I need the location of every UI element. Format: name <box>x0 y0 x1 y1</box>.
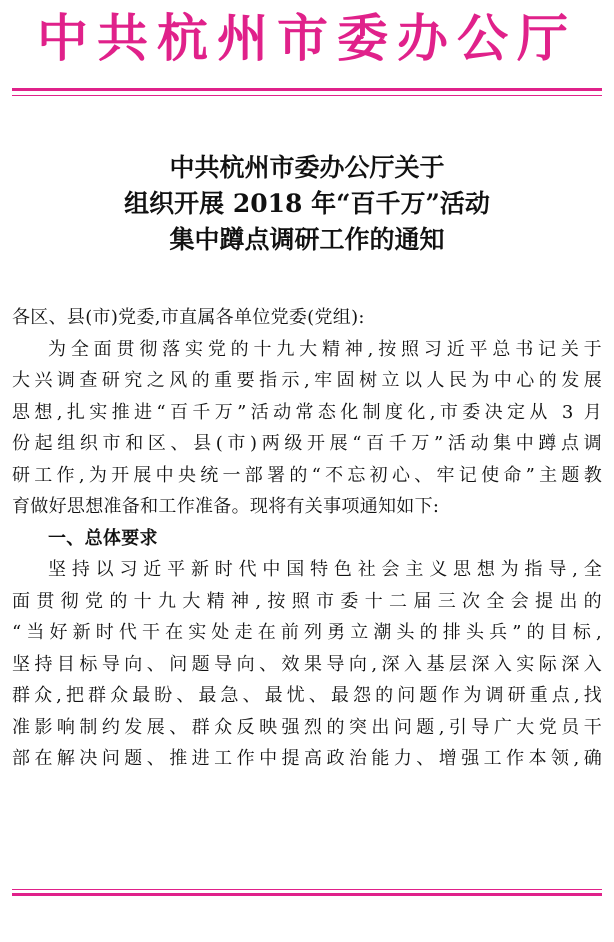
paragraph-2-line: 部在解决问题、推进工作中提高政治能力、增强工作本领,确 <box>12 748 602 769</box>
paragraph-1-line: 育做好思想准备和工作准备。现将有关事项通知如下: <box>12 496 440 517</box>
document-title <box>0 150 614 258</box>
title-line-2: 组织开展 2018 年“百千万”活动 <box>124 189 490 218</box>
paragraph-2-line: 准影响制约发展、群众反映强烈的突出问题,引导广大党员干 <box>12 716 602 738</box>
paragraph-1-line: 研工作,为开展中央统一部署的“不忘初心、牢记使命”主题教 <box>12 464 602 486</box>
footer-rule-thin <box>12 889 602 890</box>
header-rule-thin <box>12 95 602 96</box>
paragraph-1-line: 份起组织市和区、县(市)两级开展“百千万”活动集中蹲点调 <box>12 433 602 454</box>
masthead-title: 中共杭州市委办公厅 <box>36 10 577 69</box>
header-rule-thick <box>12 88 602 91</box>
paragraph-2-line: 面贯彻党的十九大精神,按照市委十二届三次全会提出的 <box>12 590 602 612</box>
document-body <box>12 302 602 775</box>
paragraph-1-line: 思想,扎实推进“百千万”活动常态化制度化,市委决定从 3 月 <box>12 401 602 423</box>
paragraph-2-line: 坚持目标导向、问题导向、效果导向,深入基层深入实际深入 <box>12 653 602 675</box>
footer-rule-thick <box>12 893 602 896</box>
section-heading: 一、总体要求 <box>48 527 158 549</box>
paragraph-2-line: “当好新时代干在实处走在前列勇立潮头的排头兵”的目标, <box>12 622 602 643</box>
title-line-3: 集中蹲点调研工作的通知 <box>169 225 445 254</box>
paragraph-2-line: 坚持以习近平新时代中国特色社会主义思想为指导,全 <box>48 559 602 580</box>
paragraph-1-line: 为全面贯彻落实党的十九大精神,按照习近平总书记关于 <box>48 338 602 360</box>
salutation: 各区、县(市)党委,市直属各单位党委(党组): <box>12 307 365 328</box>
paragraph-1-line: 大兴调查研究之风的重要指示,牢固树立以人民为中心的发展 <box>12 370 602 391</box>
title-line-1: 中共杭州市委办公厅关于 <box>169 153 445 182</box>
paragraph-2-line: 群众,把群众最盼、最急、最忧、最怨的问题作为调研重点,找 <box>12 685 602 706</box>
